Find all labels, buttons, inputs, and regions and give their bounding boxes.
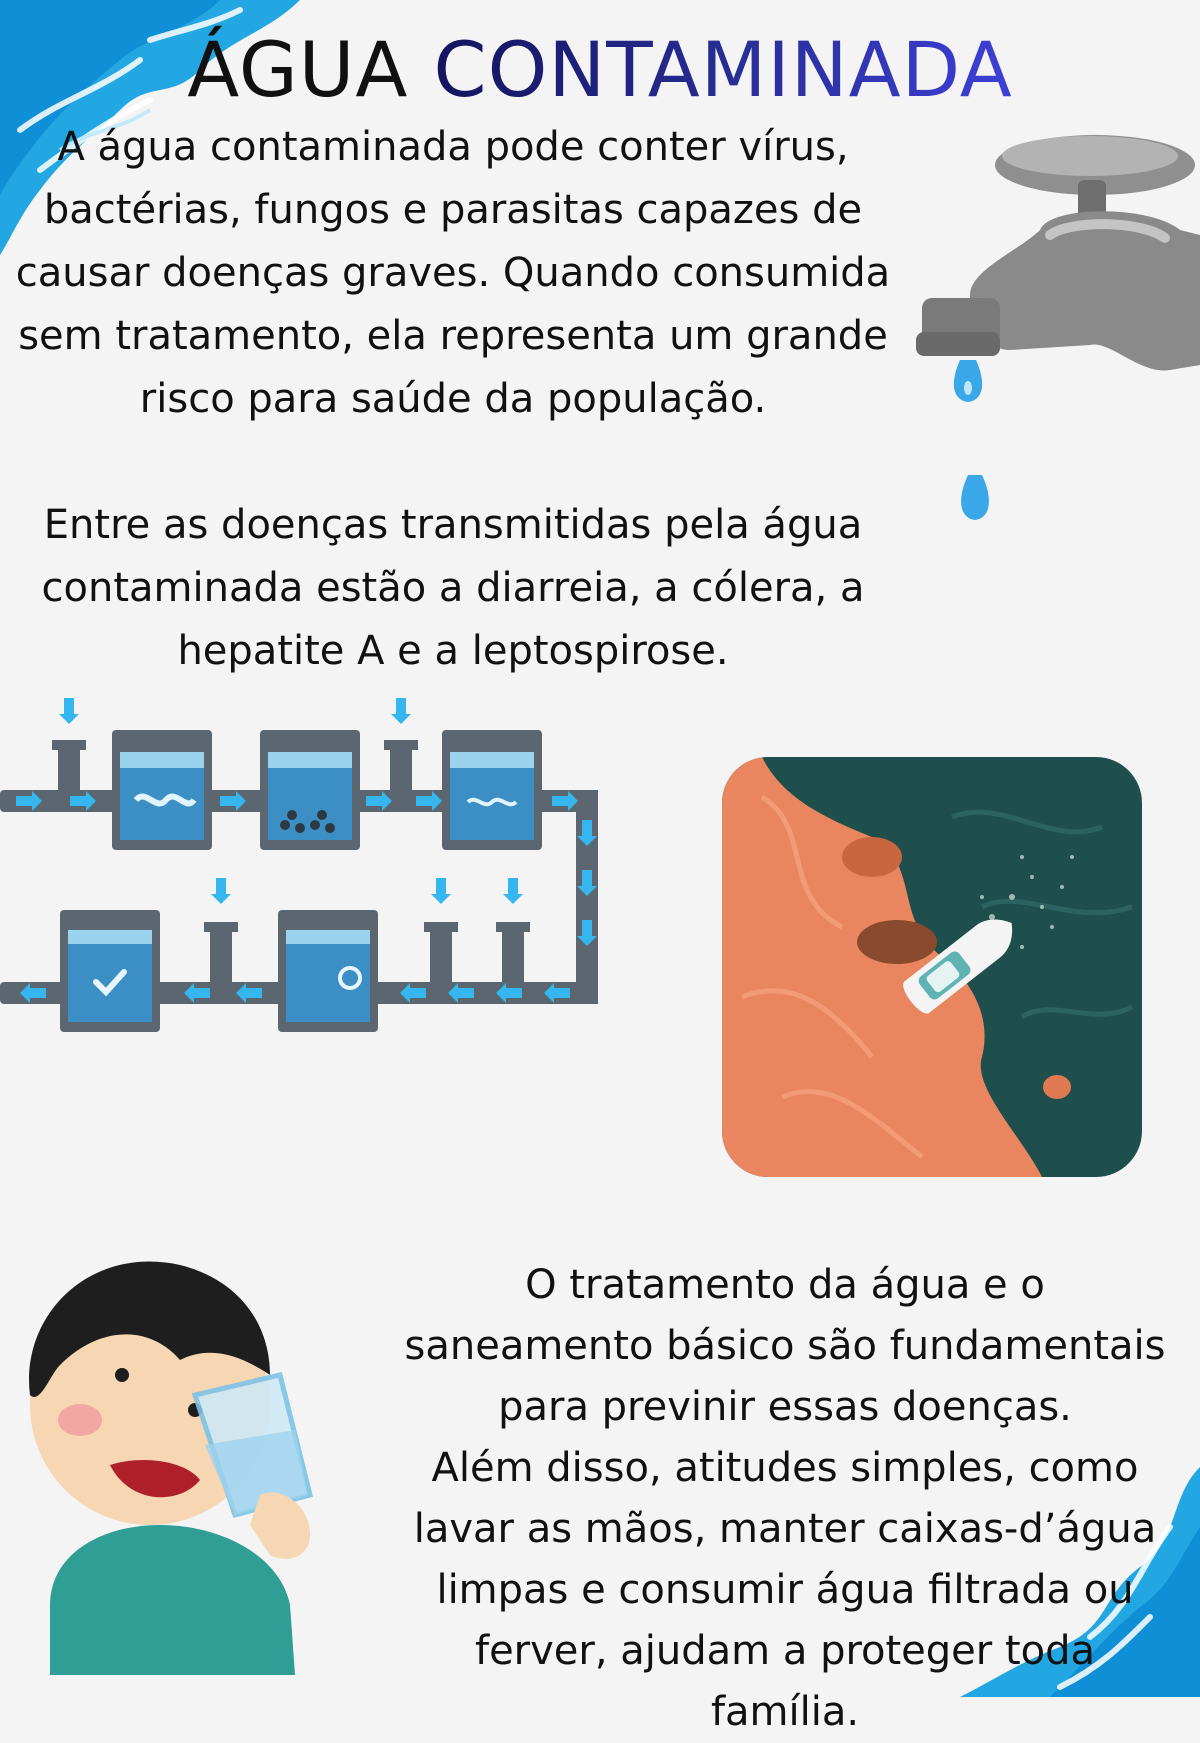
water-treatment-pipeline-illustration [0,690,620,1050]
page-title [0,25,1200,114]
title-word-agua: ÁGUA [187,25,409,114]
title-word-contaminada: CONTAMINADA [433,25,1013,114]
diseases-paragraph: Entre as doenças transmitidas pela água contaminada estão a diarreia, a cólera, a hepatite A e a leptospirose. [41,502,865,674]
faucet-icon [930,120,1200,540]
treatment-paragraph: O tratamento da água e o saneamento básico são fundamentais para previnir essas doenças. [404,1262,1166,1430]
boat-oil-spill-illustration [722,757,1142,1177]
intro-paragraph: A água contaminada pode conter vírus, bactérias, fungos e parasitas capazes de causar doenças graves. Quando consumida sem tratamento, ela representa um grande risco para saúde da população. [15,124,891,422]
boy-drinking-water-illustration [10,1255,370,1685]
prevention-paragraph: Além disso, atitudes simples, como lavar as mãos, manter caixas-d’água limpas e consumir água filtrada ou ferver, ajudam a proteger toda família. [413,1445,1157,1735]
